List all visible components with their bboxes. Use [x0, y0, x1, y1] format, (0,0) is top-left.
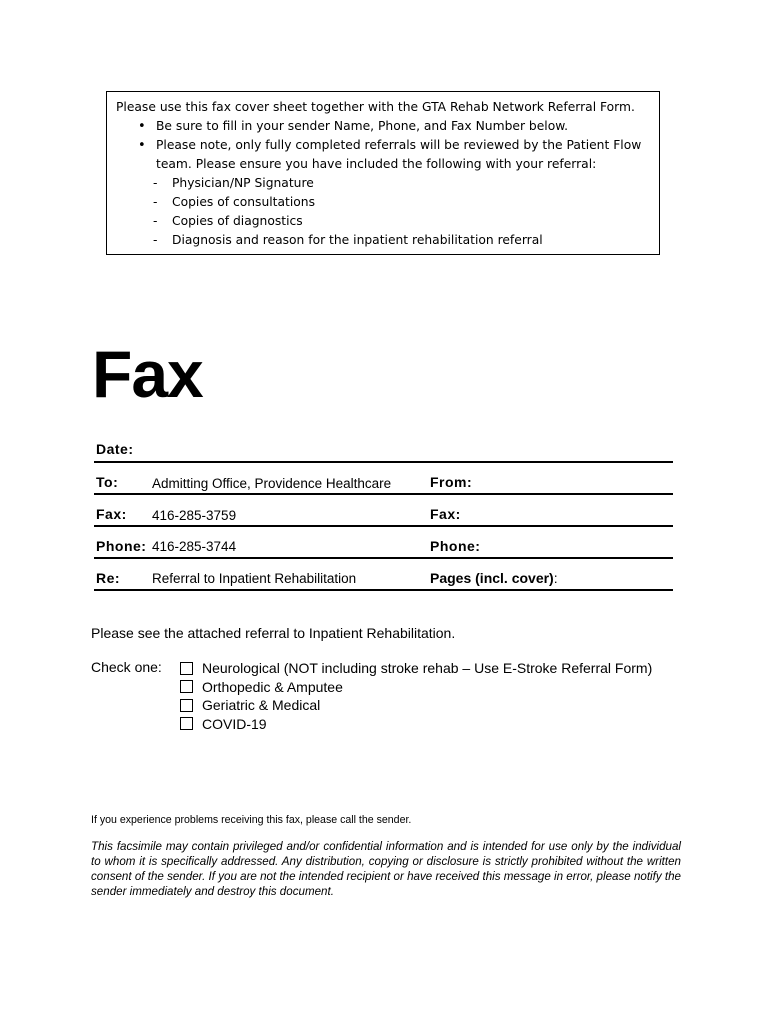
requirement-item: - Copies of diagnostics — [116, 212, 651, 231]
requirement-item: - Physician/NP Signature — [116, 174, 651, 193]
instruction-bullet: • Be sure to fill in your sender Name, Phone, and Fax Number below. — [116, 117, 651, 136]
instruction-bullet-text: Please note, only fully completed referrals will be reviewed by the Patient Flow team. Please ensure you have included the following with your referral: — [156, 138, 642, 171]
re-value: Referral to Inpatient Rehabilitation — [152, 571, 357, 586]
problem-notice: If you experience problems receiving this fax, please call the sender. — [91, 814, 412, 826]
requirement-item: - Copies of consultations — [116, 193, 651, 212]
re-label: Re: — [96, 570, 121, 586]
fax-title: Fax — [92, 337, 203, 411]
option-label: Orthopedic & Amputee — [202, 678, 343, 695]
pages-label-suffix: : — [553, 570, 559, 586]
fax-value: 416-285-3759 — [152, 508, 237, 523]
requirements-list — [116, 174, 651, 250]
checkbox[interactable] — [180, 680, 193, 693]
option-label: Neurological (NOT including stroke rehab – Use E-Stroke Referral Form) — [202, 660, 653, 677]
checkbox[interactable] — [180, 699, 193, 712]
checkbox[interactable] — [180, 717, 193, 730]
pages-label-text: Pages (incl. cover) — [430, 570, 554, 586]
option-label: COVID-19 — [202, 715, 267, 732]
option-geriatric[interactable] — [180, 696, 652, 715]
phone-right-label: Phone: — [430, 538, 481, 554]
option-orthopedic[interactable] — [180, 678, 652, 697]
confidentiality-disclaimer: This facsimile may contain privileged and/or confidential information and is intended for use only by the individual to whom it is specifically addressed. Any distribution, copying or disclosure is strictly prohibited without the written consent of the sender. If you are not the intended recipient or have received this message in error, please notify the sender immediately and destroy this document. — [91, 840, 681, 898]
checkbox[interactable] — [180, 662, 193, 675]
header-divider — [94, 461, 673, 463]
referral-type-options — [180, 659, 652, 733]
to-value: Admitting Office, Providence Healthcare — [152, 476, 392, 491]
header-divider — [94, 493, 673, 495]
from-label: From: — [430, 474, 473, 490]
option-neurological[interactable] — [180, 659, 652, 678]
to-label: To: — [96, 474, 119, 490]
instructions-box — [106, 91, 660, 255]
phone-value: 416-285-3744 — [152, 539, 237, 554]
date-label: Date: — [96, 441, 134, 457]
fax-label: Fax: — [96, 506, 127, 522]
header-divider — [94, 525, 673, 527]
requirement-item: - Diagnosis and reason for the inpatient rehabilitation referral — [116, 231, 651, 250]
attached-referral-note: Please see the attached referral to Inpatient Rehabilitation. — [91, 625, 456, 641]
phone-label: Phone: — [96, 538, 147, 554]
pages-label — [430, 570, 558, 586]
instruction-bullet — [116, 136, 651, 250]
instructions-intro: Please use this fax cover sheet together with the GTA Rehab Network Referral Form. — [116, 100, 635, 114]
check-one-label: Check one: — [91, 659, 162, 675]
instructions-bullets — [116, 117, 651, 250]
header-divider — [94, 557, 673, 559]
header-divider — [94, 589, 673, 591]
fax-right-label: Fax: — [430, 506, 461, 522]
option-label: Geriatric & Medical — [202, 697, 321, 714]
option-covid[interactable] — [180, 715, 652, 734]
